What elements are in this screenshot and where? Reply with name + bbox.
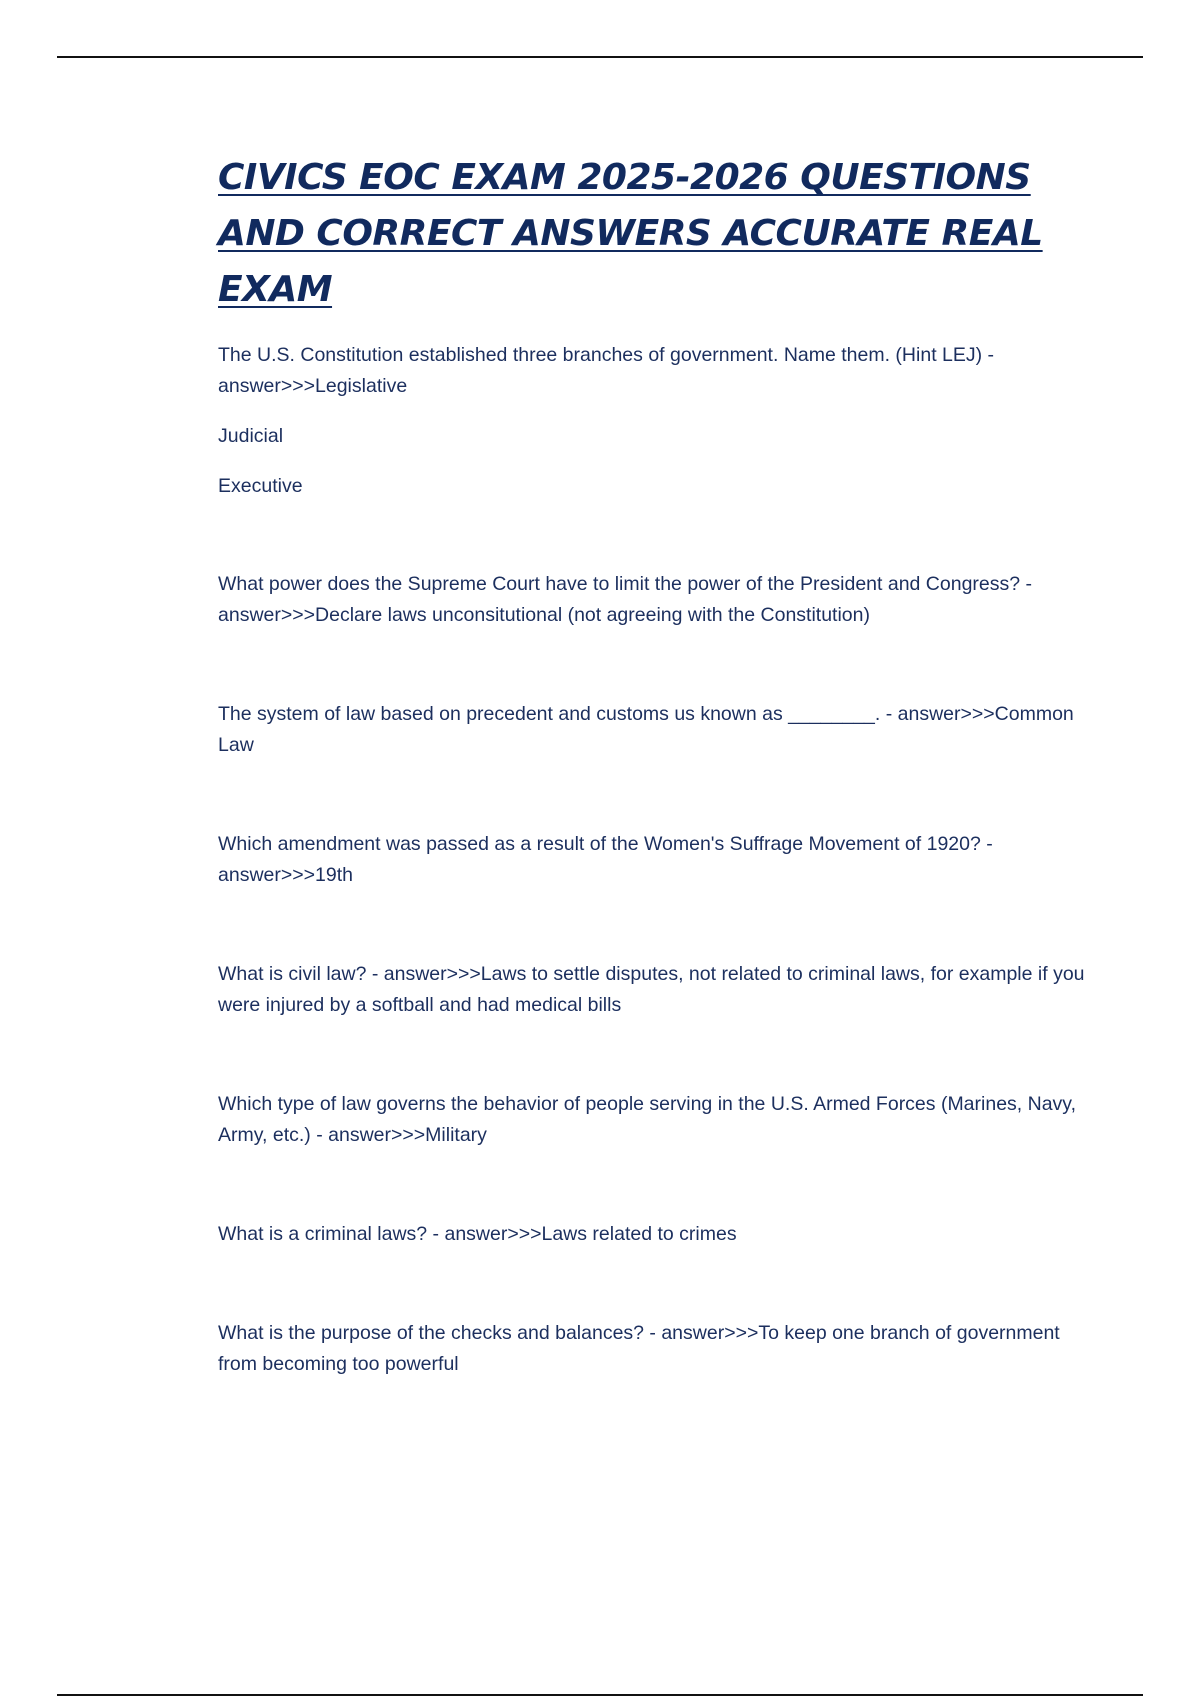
qa-entry-1-answer-2: Judicial (218, 425, 284, 447)
qa-entry-1-answer-3: Executive (218, 475, 303, 497)
document-body (218, 150, 1098, 1380)
qa-entry-3: The system of law based on precedent and customs us known as ________. - answer>>>Common Law (218, 703, 1074, 756)
document-title: CIVICS EOC EXAM 2025-2026 QUESTIONS AND CORRECT ANSWERS ACCURATE REAL EXAM (218, 157, 1043, 310)
qa-entry-6: Which type of law governs the behavior of people serving in the U.S. Armed Forces (Marines, Navy, Army, etc.) - answer>>>Military (218, 1093, 1077, 1146)
bottom-rule (57, 1694, 1143, 1696)
qa-entry-8: What is the purpose of the checks and balances? - answer>>>To keep one branch of government from becoming too powerful (218, 1322, 1060, 1375)
qa-entry-2: What power does the Supreme Court have to limit the power of the President and Congress? - answer>>>Declare laws unconsitutional (not agreeing with the Constitution) (218, 573, 1033, 626)
qa-entry-7: What is a criminal laws? - answer>>>Laws related to crimes (218, 1223, 737, 1245)
qa-entry-5: What is civil law? - answer>>>Laws to settle disputes, not related to criminal laws, for example if you were injured by a softball and had medical bills (218, 963, 1085, 1016)
top-rule (57, 56, 1143, 58)
qa-entry-1: The U.S. Constitution established three branches of government. Name them. (Hint LEJ) - answer>>>Legislative (218, 344, 995, 397)
qa-entry-4: Which amendment was passed as a result of the Women's Suffrage Movement of 1920? - answer>>>19th (218, 833, 993, 886)
